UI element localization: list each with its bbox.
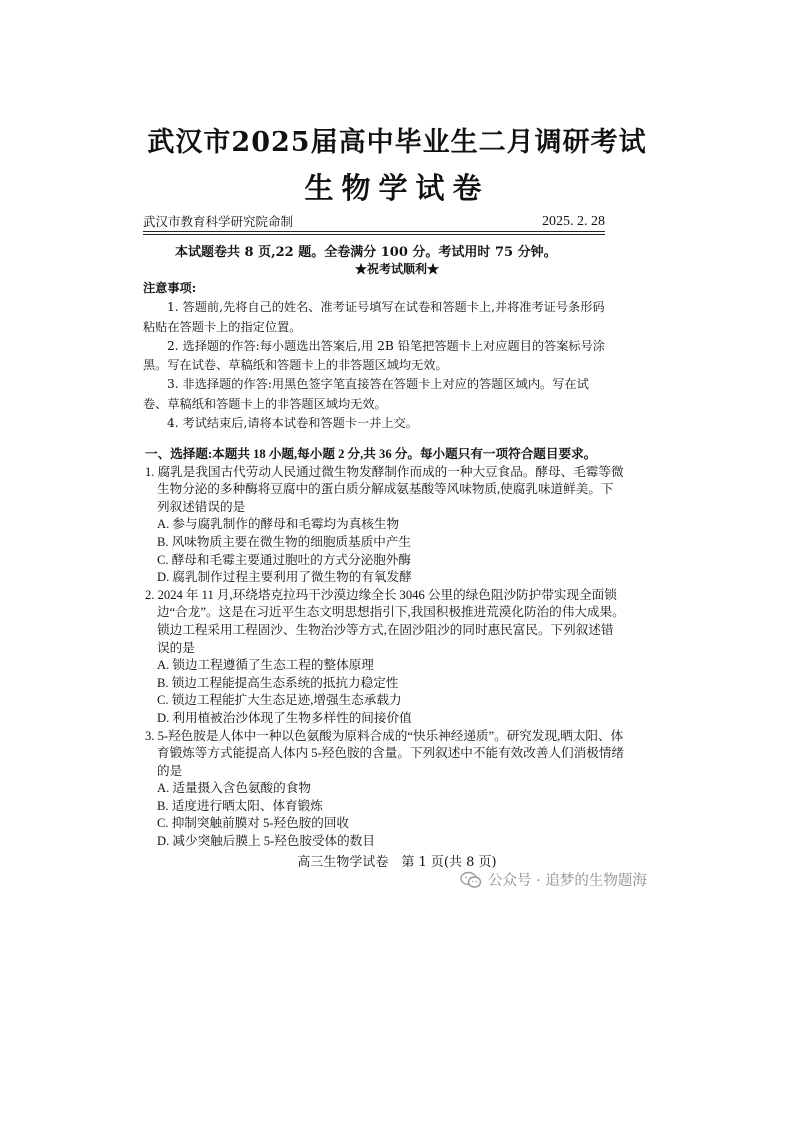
option-a: A. 参与腐乳制作的酵母和毛霉均为真核生物 [157, 517, 400, 532]
option-c: C. 酵母和毛霉主要通过胞吐的方式分泌胞外酶 [157, 552, 411, 567]
notes-heading: 注意事项: [143, 281, 197, 295]
notes-block [143, 279, 613, 433]
question-3 [145, 728, 625, 851]
question-2 [145, 587, 625, 728]
watermark-text: 公众号 · 追梦的生物题海 [488, 873, 647, 889]
option-d: D. 利用植被治沙体现了生物多样性的间接价值 [157, 710, 412, 725]
option-a: A. 锁边工程遵循了生态工程的整体原理 [157, 658, 374, 673]
issuer: 武汉市教育科学研究院命制 [143, 214, 294, 229]
exam-date: 2025. 2. 28 [542, 214, 605, 229]
header-rule [143, 231, 605, 232]
exam-intro: 本试题卷共 8 页,22 题。全卷满分 100 分。考试用时 75 分钟。 [175, 245, 557, 260]
good-luck-line: ★祝考试顺利★ [354, 262, 439, 276]
option-b: B. 锁边工程能提高生态系统的抵抗力稳定性 [157, 675, 399, 690]
question-stem: 2. 2024 年 11 月,环绕塔克拉玛干沙漠边缘全长 3046 公里的绿色阻沙防护带实现全面锁边“合龙”。这是在习近平生态文明思想指引下,我国积极推进荒漠化防治的伟大成果。锁边工程采用工程固沙、生物治沙等方式,在固沙阻沙的同时惠民富民。下列叙述错误的是 [145, 587, 625, 655]
note-item: 3. 非选择题的作答:用黑色签字笔直接答在答题卡上对应的答题区域内。写在试卷、草稿纸和答题卡上的非答题区域均无效。 [143, 377, 589, 411]
option-d: D. 腐乳制作过程主要利用了微生物的有氧发酵 [157, 570, 412, 585]
question-stem: 3. 5-羟色胺是人体中一种以色氨酸为原料合成的“快乐神经递质”。研究发现,晒太阳、体育锻炼等方式能提高人体内 5-羟色胺的含量。下列叙述中不能有效改善人们消极情绪的是 [145, 728, 625, 778]
option-c: C. 抑制突触前膜对 5-羟色胺的回收 [157, 816, 350, 831]
note-item: 2. 选择题的作答:每小题选出答案后,用 2B 铅笔把答题卡上对应题目的答案标号涂黑。写在试卷、草稿纸和答题卡上的非答题区域均无效。 [143, 338, 605, 373]
option-c: C. 锁边工程能扩大生态足迹,增强生态承载力 [157, 693, 402, 708]
option-b: B. 风味物质主要在微生物的细胞质基质中产生 [157, 534, 411, 549]
note-item: 1. 答题前,先将自己的姓名、准考证号填写在试卷和答题卡上,并将准考证号条形码粘贴在答题卡上的指定位置。 [143, 300, 605, 334]
section-heading: 一、选择题:本题共 18 小题,每小题 2 分,共 36 分。每小题只有一项符合题目要求。 [145, 447, 597, 461]
question-stem: 1. 腐乳是我国古代劳动人民通过微生物发酵制作而成的一种大豆食品。酵母、毛霉等微生物分泌的多种酶将豆腐中的蛋白质分解成氨基酸等风味物质,使腐乳味道鲜美。下列叙述错误的是 [145, 464, 624, 514]
page-footer: 高三生物学试卷 第 1 页(共 8 页) [297, 855, 497, 870]
option-a: A. 适量摄入含色氨酸的食物 [157, 781, 311, 796]
option-b: B. 适度进行晒太阳、体育锻炼 [157, 798, 323, 813]
note-item: 4. 考试结束后,请将本试卷和答题卡一并上交。 [167, 416, 418, 431]
issuer-line [143, 210, 605, 230]
exam-title: 武汉市2025届高中毕业生二月调研考试 [147, 127, 647, 158]
header-rule-thin [143, 234, 605, 235]
questions-area [145, 446, 625, 851]
option-d: D. 减少突触后膜上 5-羟色胺受体的数目 [157, 834, 375, 849]
exam-subtitle: 生物学试卷 [304, 171, 490, 205]
watermark [460, 869, 647, 890]
question-1 [145, 464, 625, 587]
wechat-icon [460, 871, 482, 889]
